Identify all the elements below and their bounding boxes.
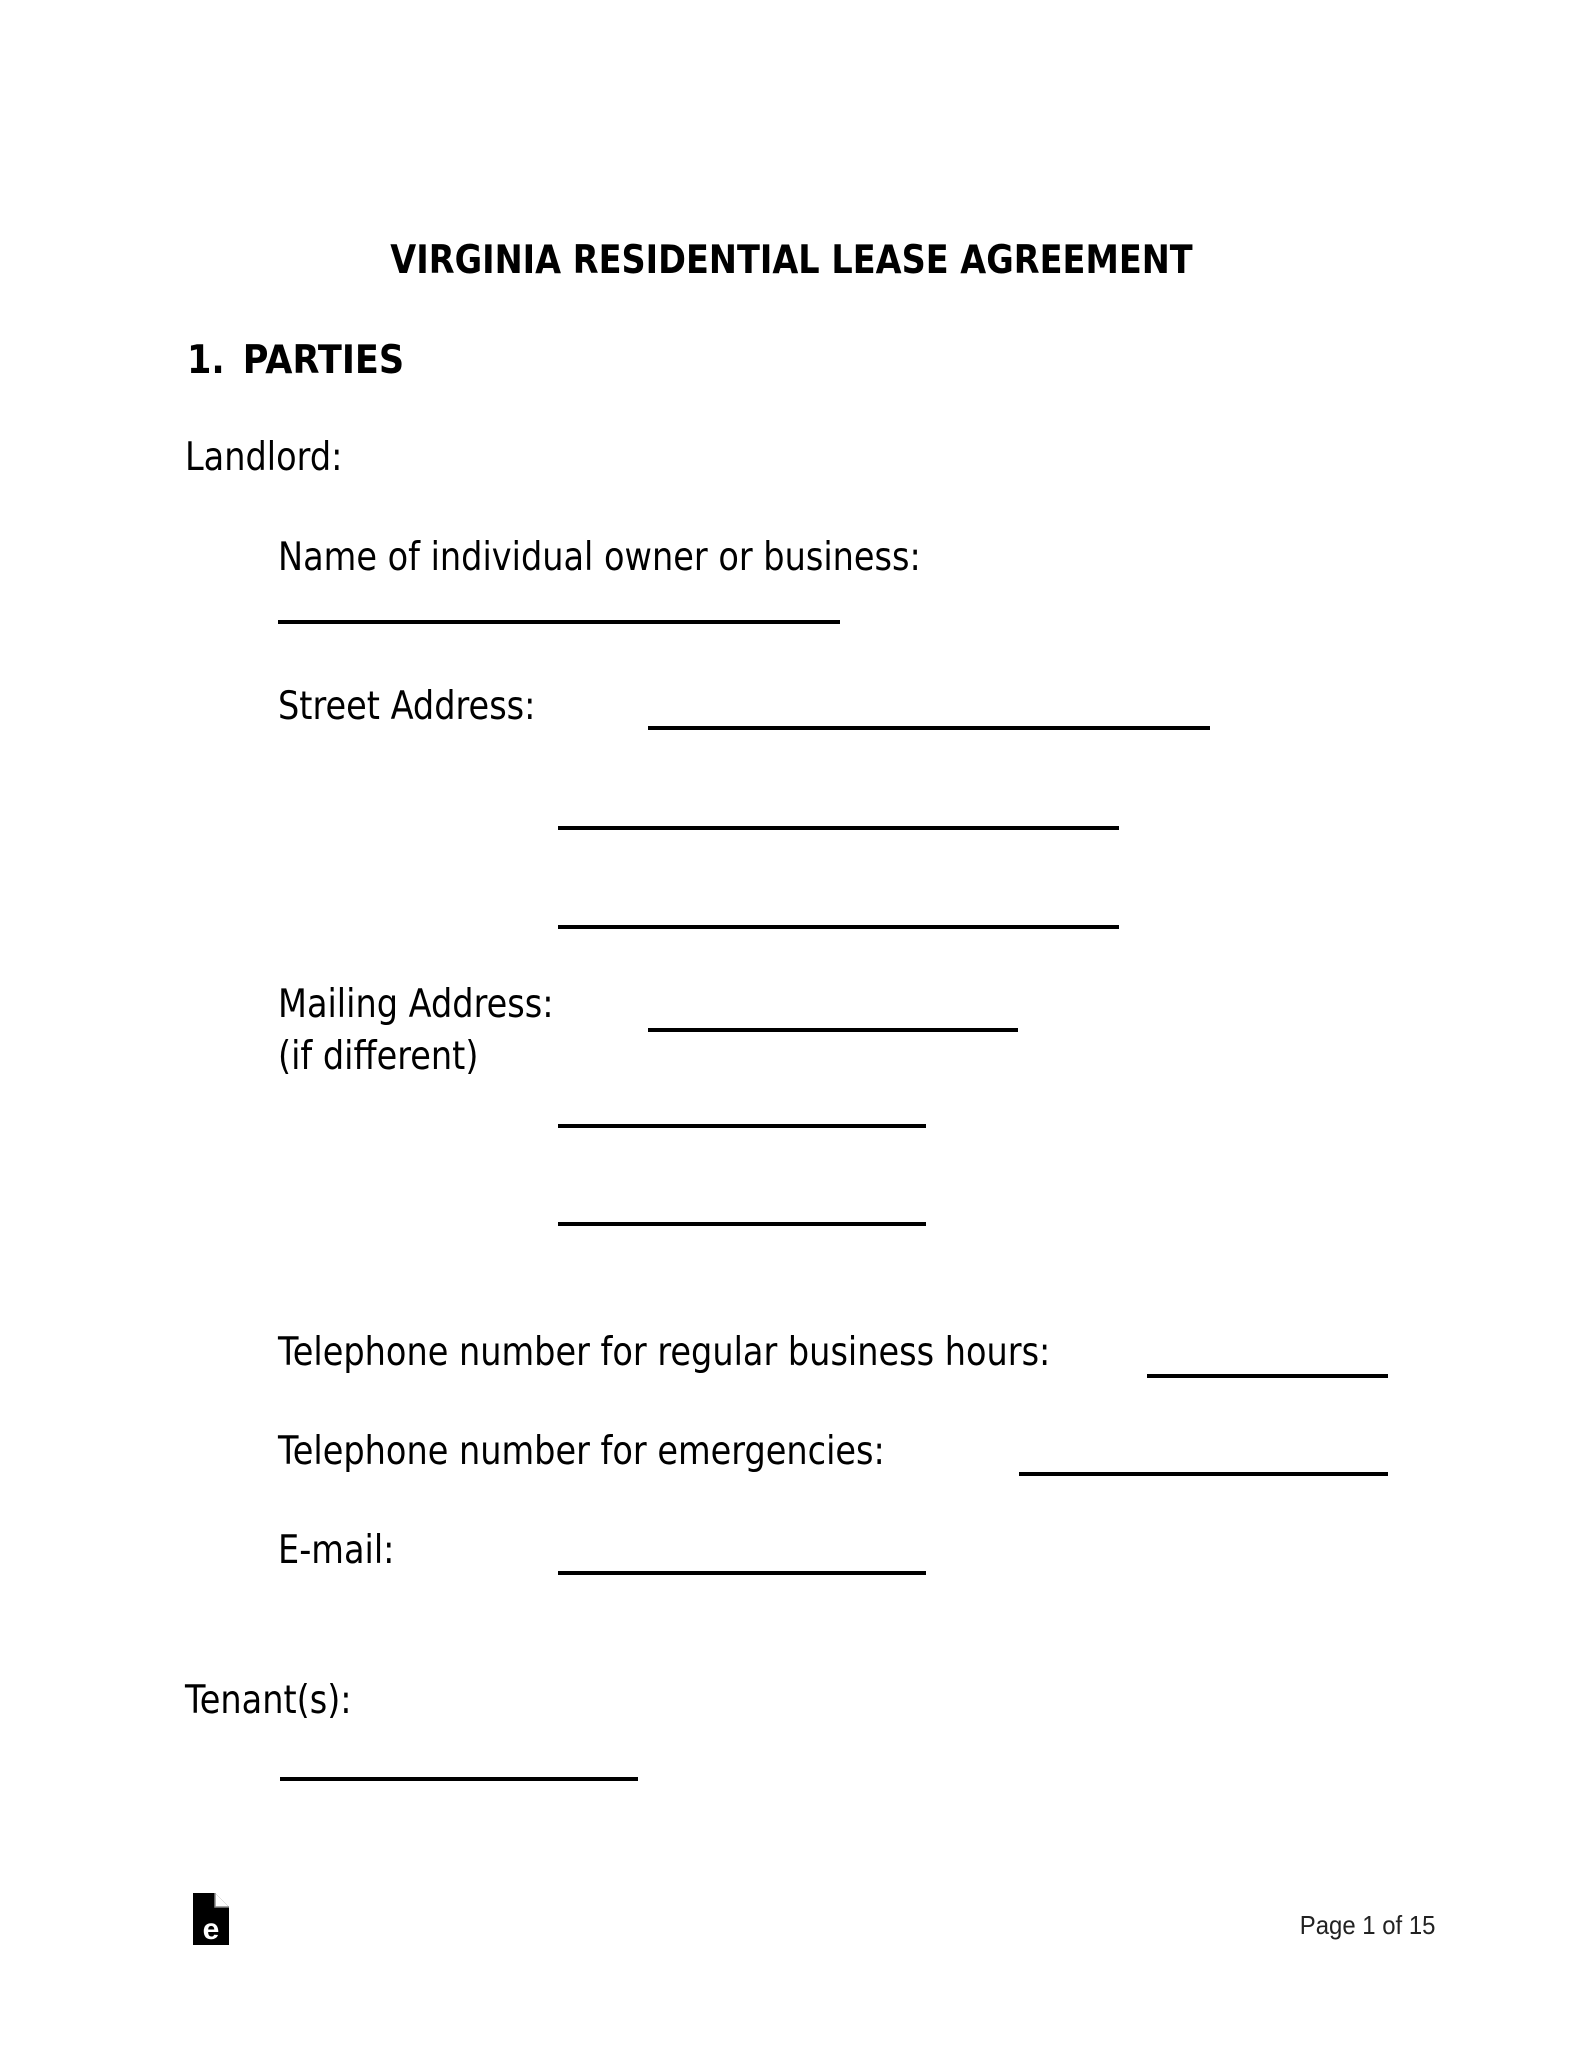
phone-business-label: Telephone number for regular business hours:: [278, 1330, 1051, 1375]
street-address-field-1[interactable]: [648, 726, 1210, 730]
phone-emergency-label: Telephone number for emergencies:: [278, 1429, 885, 1474]
owner-name-label: Name of individual owner or business:: [278, 535, 921, 580]
document-title: [0, 238, 1583, 283]
email-field[interactable]: [558, 1571, 926, 1575]
tenants-label: Tenant(s):: [185, 1678, 352, 1723]
section-heading-text: PARTIES: [242, 338, 405, 383]
email-label: E-mail:: [278, 1528, 395, 1573]
phone-emergency-field[interactable]: [1019, 1472, 1388, 1476]
document-title-text: VIRGINIA RESIDENTIAL LEASE AGREEMENT: [390, 238, 1193, 283]
street-address-label: Street Address:: [278, 684, 536, 729]
mailing-address-label: Mailing Address:: [278, 982, 554, 1027]
page-number: Page 1 of 15: [1299, 1910, 1435, 1940]
landlord-label: Landlord:: [185, 435, 343, 480]
street-address-field-3[interactable]: [558, 925, 1119, 929]
mailing-address-note: (if different): [278, 1034, 479, 1079]
svg-text:e: e: [202, 1913, 220, 1945]
section-number: 1.: [187, 338, 225, 383]
mailing-address-field-1[interactable]: [648, 1028, 1018, 1032]
mailing-address-field-3[interactable]: [558, 1222, 926, 1226]
phone-business-field[interactable]: [1147, 1374, 1388, 1378]
tenants-field[interactable]: [280, 1777, 638, 1781]
owner-name-field[interactable]: [278, 620, 840, 624]
mailing-address-field-2[interactable]: [558, 1124, 926, 1128]
street-address-field-2[interactable]: [558, 826, 1119, 830]
section-heading-parties: [187, 338, 428, 383]
eforms-document-icon: [193, 1893, 229, 1945]
